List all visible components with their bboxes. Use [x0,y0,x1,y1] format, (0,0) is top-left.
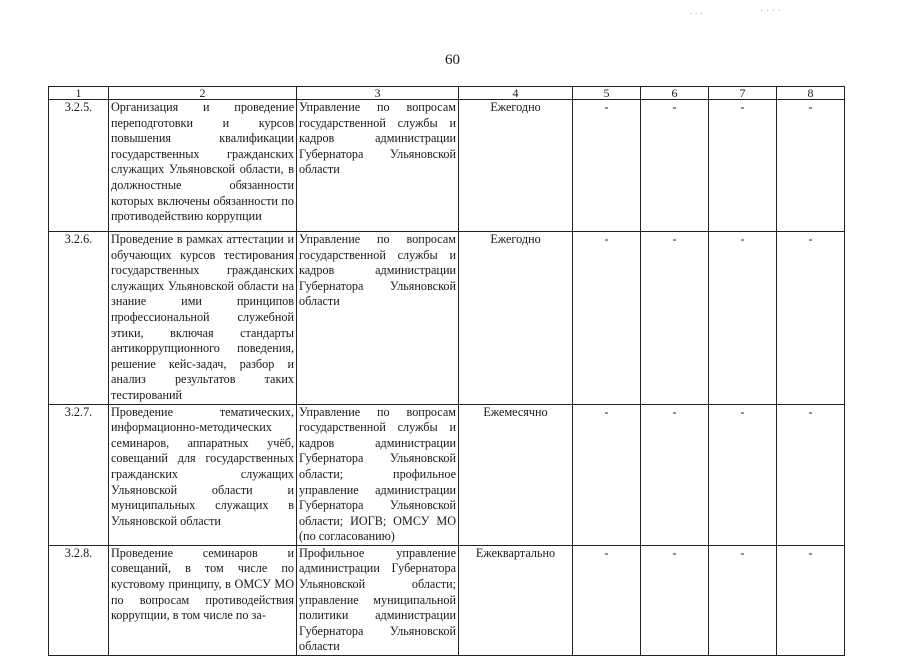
column-header: 5 [573,87,641,100]
value-cell: - [709,100,777,232]
period-cell: Ежегодно [459,232,573,405]
scan-artifact: · · · · [760,6,781,17]
header-row [49,87,845,100]
item-number: 3.2.8. [49,545,109,655]
executor-cell: Управление по вопросам государственной службы и кадров администрации Губернатора Ульяновской области [297,232,459,405]
item-number: 3.2.6. [49,232,109,405]
period-cell: Ежегодно [459,100,573,232]
value-cell: - [777,404,845,545]
value-cell: - [709,545,777,655]
measures-table [48,86,845,656]
value-cell: - [573,404,641,545]
value-cell: - [709,404,777,545]
value-cell: - [573,100,641,232]
value-cell: - [777,545,845,655]
event-cell: Проведение в рамках аттестации и обучающих курсов тестирования государственных гражданских служащих Ульяновской области на знание ими принципов профессиональной служебной этики, включая стандарты антикоррупционного поведения, решение кейс-задач, разбор и анализ результатов таких тестирований [109,232,297,405]
value-cell: - [641,232,709,405]
column-header: 8 [777,87,845,100]
column-header: 7 [709,87,777,100]
table-row [49,100,845,232]
period-cell: Ежемесячно [459,404,573,545]
period-cell: Ежеквартально [459,545,573,655]
value-cell: - [641,100,709,232]
event-cell: Организация и проведение переподготовки и курсов повышения квалификации государственных гражданских служащих Ульяновской области, в должностные обязанности которых включены обязанности по противодействию коррупции [109,100,297,232]
column-header: 3 [297,87,459,100]
column-header: 2 [109,87,297,100]
table-row [49,232,845,405]
value-cell: - [777,100,845,232]
table-row [49,545,845,655]
value-cell: - [777,232,845,405]
executor-cell: Управление по вопросам государственной службы и кадров администрации Губернатора Ульяновской области [297,100,459,232]
column-header: 6 [641,87,709,100]
page-number: 60 [445,52,460,68]
value-cell: - [573,232,641,405]
event-cell: Проведение семинаров и совещаний, в том числе по кустовому принципу, в ОМСУ МО по вопросам противодействия коррупции, в том числе по за- [109,545,297,655]
executor-cell: Профильное управление администрации Губернатора Ульяновской области; управление муниципальной политики администрации Губернатора Ульяновской области [297,545,459,655]
scan-artifact: . . . [690,6,703,17]
item-number: 3.2.7. [49,404,109,545]
executor-cell: Управление по вопросам государственной службы и кадров администрации Губернатора Ульяновской области; профильное управление администрации Губернатора Ульяновской области; ИОГВ; ОМСУ МО (по согласованию) [297,404,459,545]
event-cell: Проведение тематических, информационно-методических семинаров, аппаратных учёб, совещаний для государственных гражданских служащих Ульяновской области и муниципальных служащих в Ульяновской области [109,404,297,545]
item-number: 3.2.5. [49,100,109,232]
value-cell: - [641,545,709,655]
value-cell: - [709,232,777,405]
column-header: 4 [459,87,573,100]
table-row [49,404,845,545]
column-header: 1 [49,87,109,100]
value-cell: - [573,545,641,655]
value-cell: - [641,404,709,545]
